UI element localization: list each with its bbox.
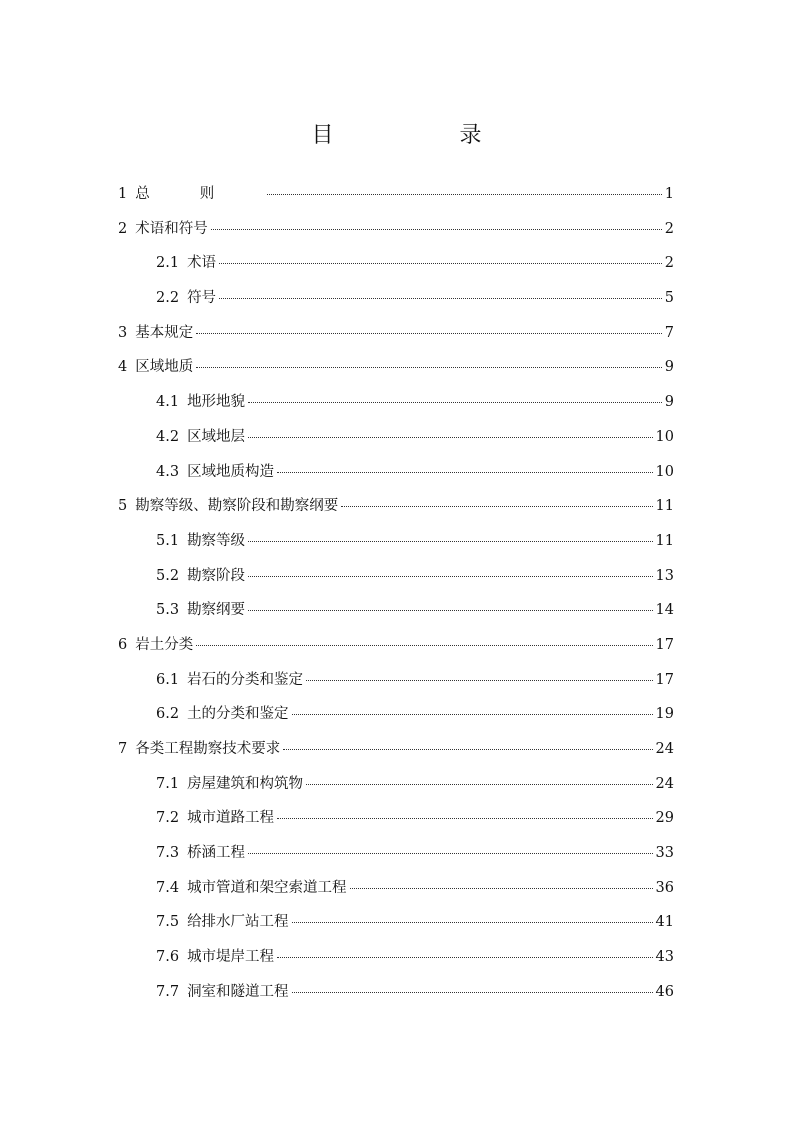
toc-entry-7-4[interactable] [118,871,674,906]
dot-leader [248,610,652,611]
dot-leader [306,784,652,785]
toc-page-number: 17 [655,636,674,653]
toc-entry-text: 区域地层 [187,428,246,445]
toc-page-number: 10 [655,463,674,480]
toc-entry-number: 7.5 [156,914,180,931]
toc-entry-text: 地形地貌 [187,394,246,411]
dot-leader [277,472,652,473]
dot-leader [211,229,662,230]
dot-leader [248,541,652,542]
toc-entry-number: 2.1 [156,255,180,272]
toc-entry-number: 2.2 [156,290,180,307]
toc-page-number: 36 [655,879,674,896]
toc-entry-7-5[interactable] [118,905,674,940]
toc-entry-4-1[interactable] [118,385,674,420]
toc-entry-text: 桥涵工程 [187,845,246,862]
toc-page-number: 24 [655,741,674,757]
toc-entry-7-7[interactable] [118,975,674,1010]
toc-entry-label [156,593,245,628]
toc-entry-3[interactable] [118,316,674,351]
toc-page-number: 24 [655,775,674,792]
toc-page-number: 33 [655,845,674,862]
toc-entry-label [118,212,208,247]
toc-entry-number: 4.1 [156,394,180,411]
toc-title: 目 录 [311,123,534,148]
toc-entry-label [118,489,338,524]
toc-entry-6-1[interactable] [118,663,674,698]
toc-page-number: 17 [655,671,674,688]
toc-page-number: 11 [655,498,674,515]
toc-page-number: 14 [655,602,674,619]
dot-leader [248,437,652,438]
toc-entry-text: 区域地质 [135,359,194,376]
toc-entry-label [156,455,274,490]
toc-list [118,177,674,1010]
toc-entry-text: 勘察等级 [187,532,246,549]
toc-page-number: 2 [664,255,674,272]
dot-leader [219,298,662,299]
toc-entry-label [156,767,303,802]
dot-leader [196,645,652,646]
toc-page-number: 46 [655,983,674,1000]
toc-entry-text: 岩土分类 [135,636,194,653]
toc-entry-number: 5.2 [156,567,180,584]
toc-entry-7-2[interactable] [118,801,674,836]
toc-entry-2-2[interactable] [118,281,674,316]
toc-entry-number: 5.1 [156,532,180,549]
toc-entry-label [156,697,289,732]
toc-entry-label [156,559,245,594]
toc-entry-label [156,524,245,559]
dot-leader [248,853,652,854]
toc-page-number: 9 [664,359,674,376]
toc-entry-number: 6.1 [156,671,180,688]
dot-leader [292,714,653,715]
toc-entry-text: 总则 [135,186,265,202]
toc-entry-text: 基本规定 [135,324,194,341]
toc-entry-number: 7.2 [156,810,180,827]
toc-entry-label [156,246,216,281]
toc-entry-text: 勘察纲要 [187,602,246,619]
toc-entry-text: 岩石的分类和鉴定 [187,671,304,688]
toc-entry-label [156,836,245,871]
toc-entry-2[interactable] [118,212,674,247]
toc-entry-number: 7.1 [156,775,180,792]
toc-entry-label [156,385,245,420]
dot-leader [283,749,652,750]
toc-entry-text: 勘察等级、勘察阶段和勘察纲要 [135,498,339,515]
toc-entry-text: 区域地质构造 [187,463,275,480]
toc-entry-text: 土的分类和鉴定 [187,706,289,723]
toc-entry-1[interactable] [118,177,674,212]
toc-entry-number: 4.2 [156,428,180,445]
toc-entry-number: 5 [118,498,128,515]
dot-leader [350,888,653,889]
toc-entry-4-3[interactable] [118,455,674,490]
toc-entry-label [156,940,274,975]
toc-entry-number: 7.7 [156,983,180,1000]
toc-entry-label [118,316,193,351]
toc-entry-5-1[interactable] [118,524,674,559]
toc-page-number: 13 [655,567,674,584]
toc-entry-number: 6 [118,636,128,653]
toc-page-number: 29 [655,810,674,827]
dot-leader [248,402,662,403]
toc-page-number: 9 [664,394,674,411]
toc-entry-7-1[interactable] [118,767,674,802]
dot-leader [196,333,662,334]
dot-leader [277,957,652,958]
toc-entry-text: 给排水厂站工程 [187,914,289,931]
toc-entry-text: 符号 [187,290,217,307]
dot-leader [219,263,662,264]
toc-entry-5-3[interactable] [118,593,674,628]
toc-entry-number: 2 [118,220,128,237]
toc-page-number: 43 [655,949,674,966]
toc-entry-label [118,628,193,663]
toc-page-number: 41 [655,914,674,931]
toc-entry-5[interactable] [118,489,674,524]
toc-entry-number: 7.6 [156,949,180,966]
toc-page-number: 7 [664,324,674,341]
toc-entry-text: 城市堤岸工程 [187,949,275,966]
toc-entry-text: 术语 [187,255,217,272]
dot-leader [196,367,662,368]
toc-entry-label [118,350,193,385]
toc-page-number: 10 [655,428,674,445]
dot-leader [306,680,652,681]
toc-entry-number: 4.3 [156,463,180,480]
toc-entry-label [156,801,274,836]
toc-entry-number: 7 [118,741,128,757]
toc-entry-label [118,732,280,767]
toc-entry-text: 勘察阶段 [187,567,246,584]
toc-page-number: 11 [655,532,674,549]
toc-page-number: 1 [664,186,674,202]
toc-entry-4[interactable] [118,350,674,385]
toc-entry-label [156,871,347,906]
toc-entry-text: 术语和符号 [135,220,208,237]
toc-page-number: 2 [664,220,674,237]
toc-entry-6[interactable] [118,628,674,663]
toc-entry-7-3[interactable] [118,836,674,871]
dot-leader [292,922,653,923]
toc-entry-label [156,281,216,316]
toc-entry-number: 5.3 [156,602,180,619]
dot-leader [248,576,652,577]
toc-entry-text: 城市道路工程 [187,810,275,827]
toc-entry-label [118,177,264,212]
toc-entry-4-2[interactable] [118,420,674,455]
toc-entry-number: 1 [118,186,128,202]
toc-entry-label [156,420,245,455]
toc-entry-number: 6.2 [156,706,180,723]
toc-entry-5-2[interactable] [118,559,674,594]
dot-leader [277,818,652,819]
toc-entry-number: 4 [118,359,128,376]
toc-entry-7-6[interactable] [118,940,674,975]
dot-leader [267,194,662,195]
toc-entry-6-2[interactable] [118,697,674,732]
toc-entry-number: 7.4 [156,879,180,896]
toc-entry-text: 城市管道和架空索道工程 [187,879,347,896]
toc-entry-number: 7.3 [156,845,180,862]
toc-entry-2-1[interactable] [118,246,674,281]
toc-entry-text: 各类工程勘察技术要求 [135,741,281,757]
toc-entry-label [156,975,289,1010]
toc-entry-text: 洞室和隧道工程 [187,983,289,1000]
toc-entry-text: 房屋建筑和构筑物 [187,775,304,792]
toc-entry-label [156,905,289,940]
toc-page-number: 19 [655,706,674,723]
toc-entry-number: 3 [118,324,128,341]
toc-entry-7[interactable] [118,732,674,767]
dot-leader [292,992,653,993]
dot-leader [341,506,652,507]
toc-page-number: 5 [664,290,674,307]
toc-entry-label [156,663,303,698]
